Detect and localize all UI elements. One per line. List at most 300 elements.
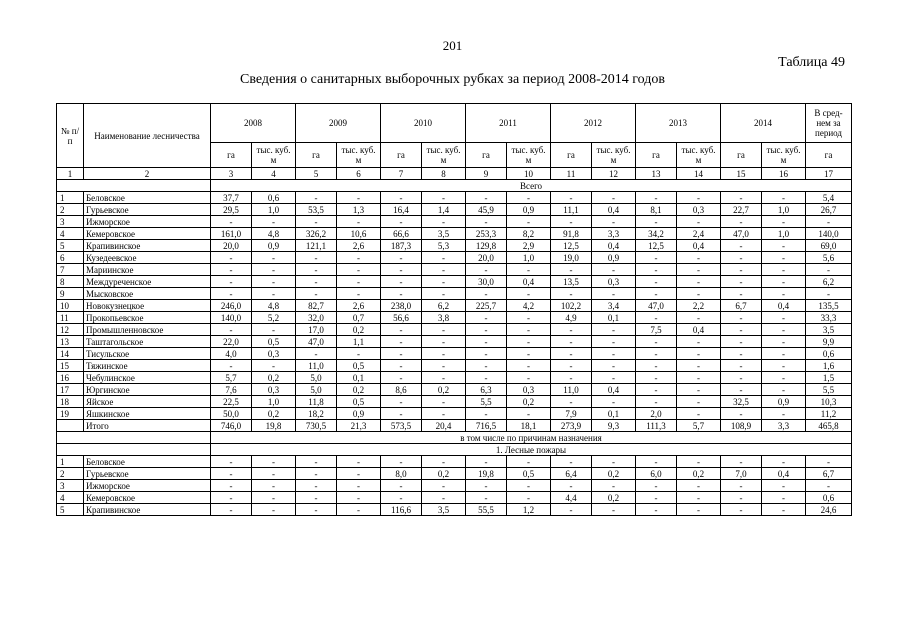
value-cell: - bbox=[252, 468, 296, 480]
value-cell: 0,3 bbox=[252, 348, 296, 360]
value-cell: 102,2 bbox=[551, 300, 592, 312]
value-cell: 7,6 bbox=[211, 384, 252, 396]
value-cell: - bbox=[507, 456, 551, 468]
value-cell: - bbox=[381, 372, 422, 384]
value-cell: 3,4 bbox=[592, 300, 636, 312]
value-cell: 0,2 bbox=[337, 384, 381, 396]
value-cell: - bbox=[422, 216, 466, 228]
value-cell: 0,3 bbox=[677, 204, 721, 216]
value-cell: - bbox=[636, 504, 677, 516]
value-cell: - bbox=[592, 216, 636, 228]
value-cell: 2,6 bbox=[337, 240, 381, 252]
value-cell: 5,0 bbox=[296, 384, 337, 396]
table-row bbox=[57, 360, 852, 372]
value-cell: - bbox=[296, 264, 337, 276]
value-cell: 22,0 bbox=[211, 336, 252, 348]
value-cell: - bbox=[252, 324, 296, 336]
value-cell: 53,5 bbox=[296, 204, 337, 216]
value-cell: - bbox=[762, 288, 806, 300]
value-cell: - bbox=[721, 324, 762, 336]
value-cell: - bbox=[592, 288, 636, 300]
value-cell: - bbox=[466, 492, 507, 504]
value-cell: - bbox=[721, 216, 762, 228]
value-cell: - bbox=[337, 288, 381, 300]
value-cell: - bbox=[211, 360, 252, 372]
value-cell: - bbox=[507, 324, 551, 336]
value-cell: - bbox=[252, 276, 296, 288]
value-cell: - bbox=[636, 348, 677, 360]
value-cell: - bbox=[422, 324, 466, 336]
value-cell: 34,2 bbox=[636, 228, 677, 240]
value-cell: - bbox=[762, 492, 806, 504]
forestry-name: Новокузнецкое bbox=[84, 300, 211, 312]
value-cell: 9,9 bbox=[806, 336, 852, 348]
row-number: 7 bbox=[57, 264, 84, 276]
forestry-name: Тяжинское bbox=[84, 360, 211, 372]
value-cell: 5,7 bbox=[211, 372, 252, 384]
value-cell: 0,6 bbox=[806, 492, 852, 504]
value-cell: 225,7 bbox=[466, 300, 507, 312]
value-cell: - bbox=[762, 216, 806, 228]
value-cell: 0,3 bbox=[252, 384, 296, 396]
value-cell: - bbox=[677, 252, 721, 264]
value-cell: 32,5 bbox=[721, 396, 762, 408]
value-cell: - bbox=[466, 288, 507, 300]
value-cell: - bbox=[466, 372, 507, 384]
value-cell: - bbox=[422, 456, 466, 468]
value-cell: - bbox=[551, 216, 592, 228]
value-cell: - bbox=[466, 480, 507, 492]
row-number: 2 bbox=[57, 468, 84, 480]
value-cell: - bbox=[592, 336, 636, 348]
value-cell: 11,2 bbox=[806, 408, 852, 420]
forestry-name: Крапивинское bbox=[84, 240, 211, 252]
value-cell: - bbox=[252, 492, 296, 504]
value-cell: 2,2 bbox=[677, 300, 721, 312]
value-cell: 4,8 bbox=[252, 228, 296, 240]
value-cell: 161,0 bbox=[211, 228, 252, 240]
value-cell: - bbox=[721, 264, 762, 276]
value-cell: 0,3 bbox=[592, 276, 636, 288]
value-cell: - bbox=[551, 504, 592, 516]
table-label: Таблица 49 bbox=[778, 55, 845, 70]
value-cell: - bbox=[636, 312, 677, 324]
value-cell: 1,0 bbox=[252, 204, 296, 216]
header-unit-area: га bbox=[211, 143, 252, 168]
header-average: В сред-нем за период bbox=[806, 104, 852, 143]
header-year: 2009 bbox=[296, 104, 381, 143]
value-cell: - bbox=[296, 276, 337, 288]
value-cell: - bbox=[211, 468, 252, 480]
value-cell: 0,6 bbox=[806, 348, 852, 360]
value-cell: 0,4 bbox=[592, 384, 636, 396]
value-cell: - bbox=[636, 372, 677, 384]
value-cell: - bbox=[762, 312, 806, 324]
value-cell: 0,2 bbox=[252, 408, 296, 420]
value-cell: 24,6 bbox=[806, 504, 852, 516]
row-number: 5 bbox=[57, 504, 84, 516]
column-number: 17 bbox=[806, 168, 852, 180]
value-cell: - bbox=[762, 192, 806, 204]
header-unit-volume: тыс. куб. м bbox=[507, 143, 551, 168]
header-unit-area: га bbox=[806, 143, 852, 168]
value-cell: 6,2 bbox=[806, 276, 852, 288]
forestry-name: Чебулинское bbox=[84, 372, 211, 384]
value-cell: 0,2 bbox=[592, 492, 636, 504]
value-cell: - bbox=[296, 480, 337, 492]
value-cell: 33,3 bbox=[806, 312, 852, 324]
row-number: 10 bbox=[57, 300, 84, 312]
row-number: 8 bbox=[57, 276, 84, 288]
value-cell: - bbox=[677, 216, 721, 228]
value-cell: - bbox=[507, 480, 551, 492]
value-cell: 0,4 bbox=[592, 240, 636, 252]
value-cell: - bbox=[636, 288, 677, 300]
value-cell: - bbox=[211, 216, 252, 228]
forestry-name: Тисульское bbox=[84, 348, 211, 360]
row-number: 11 bbox=[57, 312, 84, 324]
value-cell: 30,0 bbox=[466, 276, 507, 288]
value-cell: - bbox=[252, 288, 296, 300]
value-cell: 0,9 bbox=[592, 252, 636, 264]
value-cell: - bbox=[551, 372, 592, 384]
value-cell: - bbox=[636, 492, 677, 504]
table-row bbox=[57, 216, 852, 228]
value-cell: - bbox=[381, 480, 422, 492]
header-unit-area: га bbox=[466, 143, 507, 168]
value-cell: 29,5 bbox=[211, 204, 252, 216]
value-cell: 5,0 bbox=[296, 372, 337, 384]
value-cell: - bbox=[337, 276, 381, 288]
value-cell: - bbox=[677, 480, 721, 492]
column-number: 12 bbox=[592, 168, 636, 180]
value-cell: 47,0 bbox=[296, 336, 337, 348]
value-cell: 326,2 bbox=[296, 228, 337, 240]
value-cell: 19,8 bbox=[466, 468, 507, 480]
value-cell: - bbox=[507, 360, 551, 372]
value-cell: 0,4 bbox=[592, 204, 636, 216]
forestry-name: Гурьевское bbox=[84, 468, 211, 480]
header-unit-volume: тыс. куб. м bbox=[592, 143, 636, 168]
value-cell: 0,2 bbox=[422, 384, 466, 396]
header-year: 2011 bbox=[466, 104, 551, 143]
value-cell: 0,9 bbox=[252, 240, 296, 252]
header-year: 2010 bbox=[381, 104, 466, 143]
value-cell: 7,9 bbox=[551, 408, 592, 420]
value-cell: 1,2 bbox=[507, 504, 551, 516]
table-row bbox=[57, 468, 852, 480]
value-cell: 10,6 bbox=[337, 228, 381, 240]
value-cell: - bbox=[592, 264, 636, 276]
value-cell: - bbox=[381, 360, 422, 372]
forestry-name: Крапивинское bbox=[84, 504, 211, 516]
value-cell: 47,0 bbox=[721, 228, 762, 240]
value-cell: 1,0 bbox=[762, 204, 806, 216]
header-unit-area: га bbox=[721, 143, 762, 168]
row-number: 2 bbox=[57, 204, 84, 216]
value-cell: - bbox=[721, 504, 762, 516]
value-cell: - bbox=[762, 252, 806, 264]
table-row bbox=[57, 384, 852, 396]
value-cell: - bbox=[762, 336, 806, 348]
forestry-name: Юргинское bbox=[84, 384, 211, 396]
value-cell: - bbox=[466, 312, 507, 324]
value-cell: - bbox=[381, 216, 422, 228]
value-cell: 22,5 bbox=[211, 396, 252, 408]
column-number: 3 bbox=[211, 168, 252, 180]
value-cell: - bbox=[592, 504, 636, 516]
column-number: 5 bbox=[296, 168, 337, 180]
value-cell: - bbox=[721, 240, 762, 252]
value-cell: - bbox=[507, 408, 551, 420]
value-cell: 3,5 bbox=[422, 504, 466, 516]
value-cell: - bbox=[381, 396, 422, 408]
value-cell: 0,2 bbox=[337, 324, 381, 336]
value-cell: - bbox=[296, 348, 337, 360]
value-cell: - bbox=[551, 324, 592, 336]
value-cell: - bbox=[721, 492, 762, 504]
value-cell: - bbox=[677, 396, 721, 408]
value-cell: - bbox=[677, 456, 721, 468]
forestry-name: Ижморское bbox=[84, 480, 211, 492]
value-cell: 82,7 bbox=[296, 300, 337, 312]
value-cell: - bbox=[381, 456, 422, 468]
column-number: 11 bbox=[551, 168, 592, 180]
value-cell: - bbox=[211, 480, 252, 492]
section-title: в том числе по причинам назначения bbox=[211, 432, 852, 444]
value-cell: - bbox=[721, 336, 762, 348]
value-cell: - bbox=[296, 492, 337, 504]
value-cell: 465,8 bbox=[806, 420, 852, 432]
value-cell: - bbox=[762, 456, 806, 468]
value-cell: - bbox=[252, 480, 296, 492]
value-cell: 1,5 bbox=[806, 372, 852, 384]
table-row bbox=[57, 348, 852, 360]
value-cell: - bbox=[507, 264, 551, 276]
empty-cell bbox=[57, 180, 211, 192]
value-cell: 4,9 bbox=[551, 312, 592, 324]
value-cell: - bbox=[296, 288, 337, 300]
value-cell: 20,0 bbox=[211, 240, 252, 252]
value-cell: - bbox=[211, 288, 252, 300]
value-cell: - bbox=[636, 276, 677, 288]
value-cell: - bbox=[636, 480, 677, 492]
value-cell: - bbox=[636, 264, 677, 276]
value-cell: - bbox=[337, 192, 381, 204]
value-cell: - bbox=[806, 480, 852, 492]
value-cell: - bbox=[252, 252, 296, 264]
value-cell: - bbox=[721, 288, 762, 300]
table-row bbox=[57, 300, 852, 312]
value-cell: 37,7 bbox=[211, 192, 252, 204]
value-cell: - bbox=[806, 264, 852, 276]
row-number: 13 bbox=[57, 336, 84, 348]
value-cell: - bbox=[592, 396, 636, 408]
value-cell: 19,0 bbox=[551, 252, 592, 264]
value-cell: - bbox=[337, 468, 381, 480]
row-number: 17 bbox=[57, 384, 84, 396]
value-cell: - bbox=[507, 492, 551, 504]
value-cell: - bbox=[677, 264, 721, 276]
value-cell: - bbox=[466, 216, 507, 228]
value-cell: - bbox=[296, 216, 337, 228]
forestry-name: Ижморское bbox=[84, 216, 211, 228]
value-cell: - bbox=[381, 192, 422, 204]
value-cell: 573,5 bbox=[381, 420, 422, 432]
column-number: 6 bbox=[337, 168, 381, 180]
value-cell: 32,0 bbox=[296, 312, 337, 324]
value-cell: 0,1 bbox=[592, 408, 636, 420]
value-cell: 2,9 bbox=[507, 240, 551, 252]
value-cell: - bbox=[466, 360, 507, 372]
value-cell: - bbox=[721, 192, 762, 204]
forestry-name: Беловское bbox=[84, 456, 211, 468]
header-unit-area: га bbox=[381, 143, 422, 168]
value-cell: - bbox=[762, 348, 806, 360]
value-cell: - bbox=[381, 492, 422, 504]
value-cell: - bbox=[762, 384, 806, 396]
value-cell: 8,1 bbox=[636, 204, 677, 216]
value-cell: 6,2 bbox=[422, 300, 466, 312]
value-cell: - bbox=[762, 324, 806, 336]
value-cell: 69,0 bbox=[806, 240, 852, 252]
table-row bbox=[57, 480, 852, 492]
section-row bbox=[57, 180, 852, 192]
column-number: 10 bbox=[507, 168, 551, 180]
header-unit-volume: тыс. куб. м bbox=[252, 143, 296, 168]
value-cell: - bbox=[422, 264, 466, 276]
value-cell: 6,7 bbox=[806, 468, 852, 480]
value-cell: - bbox=[721, 456, 762, 468]
value-cell: 4,4 bbox=[551, 492, 592, 504]
value-cell: 108,9 bbox=[721, 420, 762, 432]
value-cell: 0,1 bbox=[592, 312, 636, 324]
value-cell: 140,0 bbox=[211, 312, 252, 324]
value-cell: - bbox=[721, 348, 762, 360]
value-cell: - bbox=[636, 360, 677, 372]
value-cell: 5,2 bbox=[252, 312, 296, 324]
document-title: Сведения о санитарных выборочных рубках за период 2008-2014 годов bbox=[240, 72, 665, 87]
forestry-name: Междуреченское bbox=[84, 276, 211, 288]
value-cell: 11,0 bbox=[296, 360, 337, 372]
value-cell: - bbox=[337, 480, 381, 492]
table-row bbox=[57, 228, 852, 240]
value-cell: - bbox=[296, 252, 337, 264]
value-cell: 0,4 bbox=[507, 276, 551, 288]
value-cell: 9,3 bbox=[592, 420, 636, 432]
value-cell: 5,3 bbox=[422, 240, 466, 252]
value-cell: 746,0 bbox=[211, 420, 252, 432]
value-cell: - bbox=[422, 396, 466, 408]
value-cell: - bbox=[677, 360, 721, 372]
column-number: 7 bbox=[381, 168, 422, 180]
value-cell: 6,4 bbox=[551, 468, 592, 480]
value-cell: - bbox=[466, 264, 507, 276]
value-cell: - bbox=[551, 360, 592, 372]
section-row bbox=[57, 444, 852, 456]
row-number bbox=[57, 420, 84, 432]
table-row bbox=[57, 420, 852, 432]
value-cell: 56,6 bbox=[381, 312, 422, 324]
forestry-name: Кузедеевское bbox=[84, 252, 211, 264]
value-cell: 16,4 bbox=[381, 204, 422, 216]
column-number: 8 bbox=[422, 168, 466, 180]
value-cell: - bbox=[551, 396, 592, 408]
value-cell: 8,6 bbox=[381, 384, 422, 396]
value-cell: 0,3 bbox=[507, 384, 551, 396]
value-cell: - bbox=[677, 276, 721, 288]
value-cell: 18,1 bbox=[507, 420, 551, 432]
value-cell: 0,2 bbox=[507, 396, 551, 408]
row-number: 16 bbox=[57, 372, 84, 384]
header-row bbox=[57, 104, 852, 143]
value-cell: - bbox=[762, 372, 806, 384]
value-cell: - bbox=[762, 264, 806, 276]
value-cell: 2,4 bbox=[677, 228, 721, 240]
value-cell: - bbox=[507, 216, 551, 228]
row-number: 15 bbox=[57, 360, 84, 372]
table-row bbox=[57, 336, 852, 348]
row-number: 1 bbox=[57, 456, 84, 468]
column-number: 2 bbox=[84, 168, 211, 180]
value-cell: 273,9 bbox=[551, 420, 592, 432]
value-cell: - bbox=[337, 252, 381, 264]
value-cell: 1,6 bbox=[806, 360, 852, 372]
header-year: 2008 bbox=[211, 104, 296, 143]
value-cell: - bbox=[806, 288, 852, 300]
value-cell: - bbox=[636, 192, 677, 204]
value-cell: - bbox=[422, 336, 466, 348]
value-cell: 1,0 bbox=[507, 252, 551, 264]
table-row bbox=[57, 312, 852, 324]
header-year: 2014 bbox=[721, 104, 806, 143]
row-number: 19 bbox=[57, 408, 84, 420]
header-year: 2013 bbox=[636, 104, 721, 143]
header-name: Наименование лесничества bbox=[84, 104, 211, 168]
value-cell: - bbox=[721, 384, 762, 396]
value-cell: 2,6 bbox=[337, 300, 381, 312]
column-number: 4 bbox=[252, 168, 296, 180]
value-cell: 3,5 bbox=[806, 324, 852, 336]
value-cell: - bbox=[677, 312, 721, 324]
value-cell: - bbox=[381, 336, 422, 348]
value-cell: - bbox=[422, 348, 466, 360]
value-cell: 5,5 bbox=[466, 396, 507, 408]
forestry-name: Беловское bbox=[84, 192, 211, 204]
row-number: 4 bbox=[57, 492, 84, 504]
value-cell: - bbox=[636, 336, 677, 348]
value-cell: - bbox=[677, 408, 721, 420]
table-row bbox=[57, 372, 852, 384]
value-cell: - bbox=[677, 348, 721, 360]
value-cell: 253,3 bbox=[466, 228, 507, 240]
header-unit-volume: тыс. куб. м bbox=[422, 143, 466, 168]
section-title: Всего bbox=[211, 180, 852, 192]
value-cell: - bbox=[381, 252, 422, 264]
value-cell: - bbox=[422, 480, 466, 492]
value-cell: 238,0 bbox=[381, 300, 422, 312]
table-row bbox=[57, 204, 852, 216]
value-cell: - bbox=[507, 288, 551, 300]
value-cell: - bbox=[381, 348, 422, 360]
value-cell: 716,5 bbox=[466, 420, 507, 432]
row-number: 12 bbox=[57, 324, 84, 336]
value-cell: - bbox=[592, 372, 636, 384]
value-cell: 129,8 bbox=[466, 240, 507, 252]
value-cell: 6,7 bbox=[721, 300, 762, 312]
value-cell: 0,4 bbox=[762, 468, 806, 480]
value-cell: 4,2 bbox=[507, 300, 551, 312]
